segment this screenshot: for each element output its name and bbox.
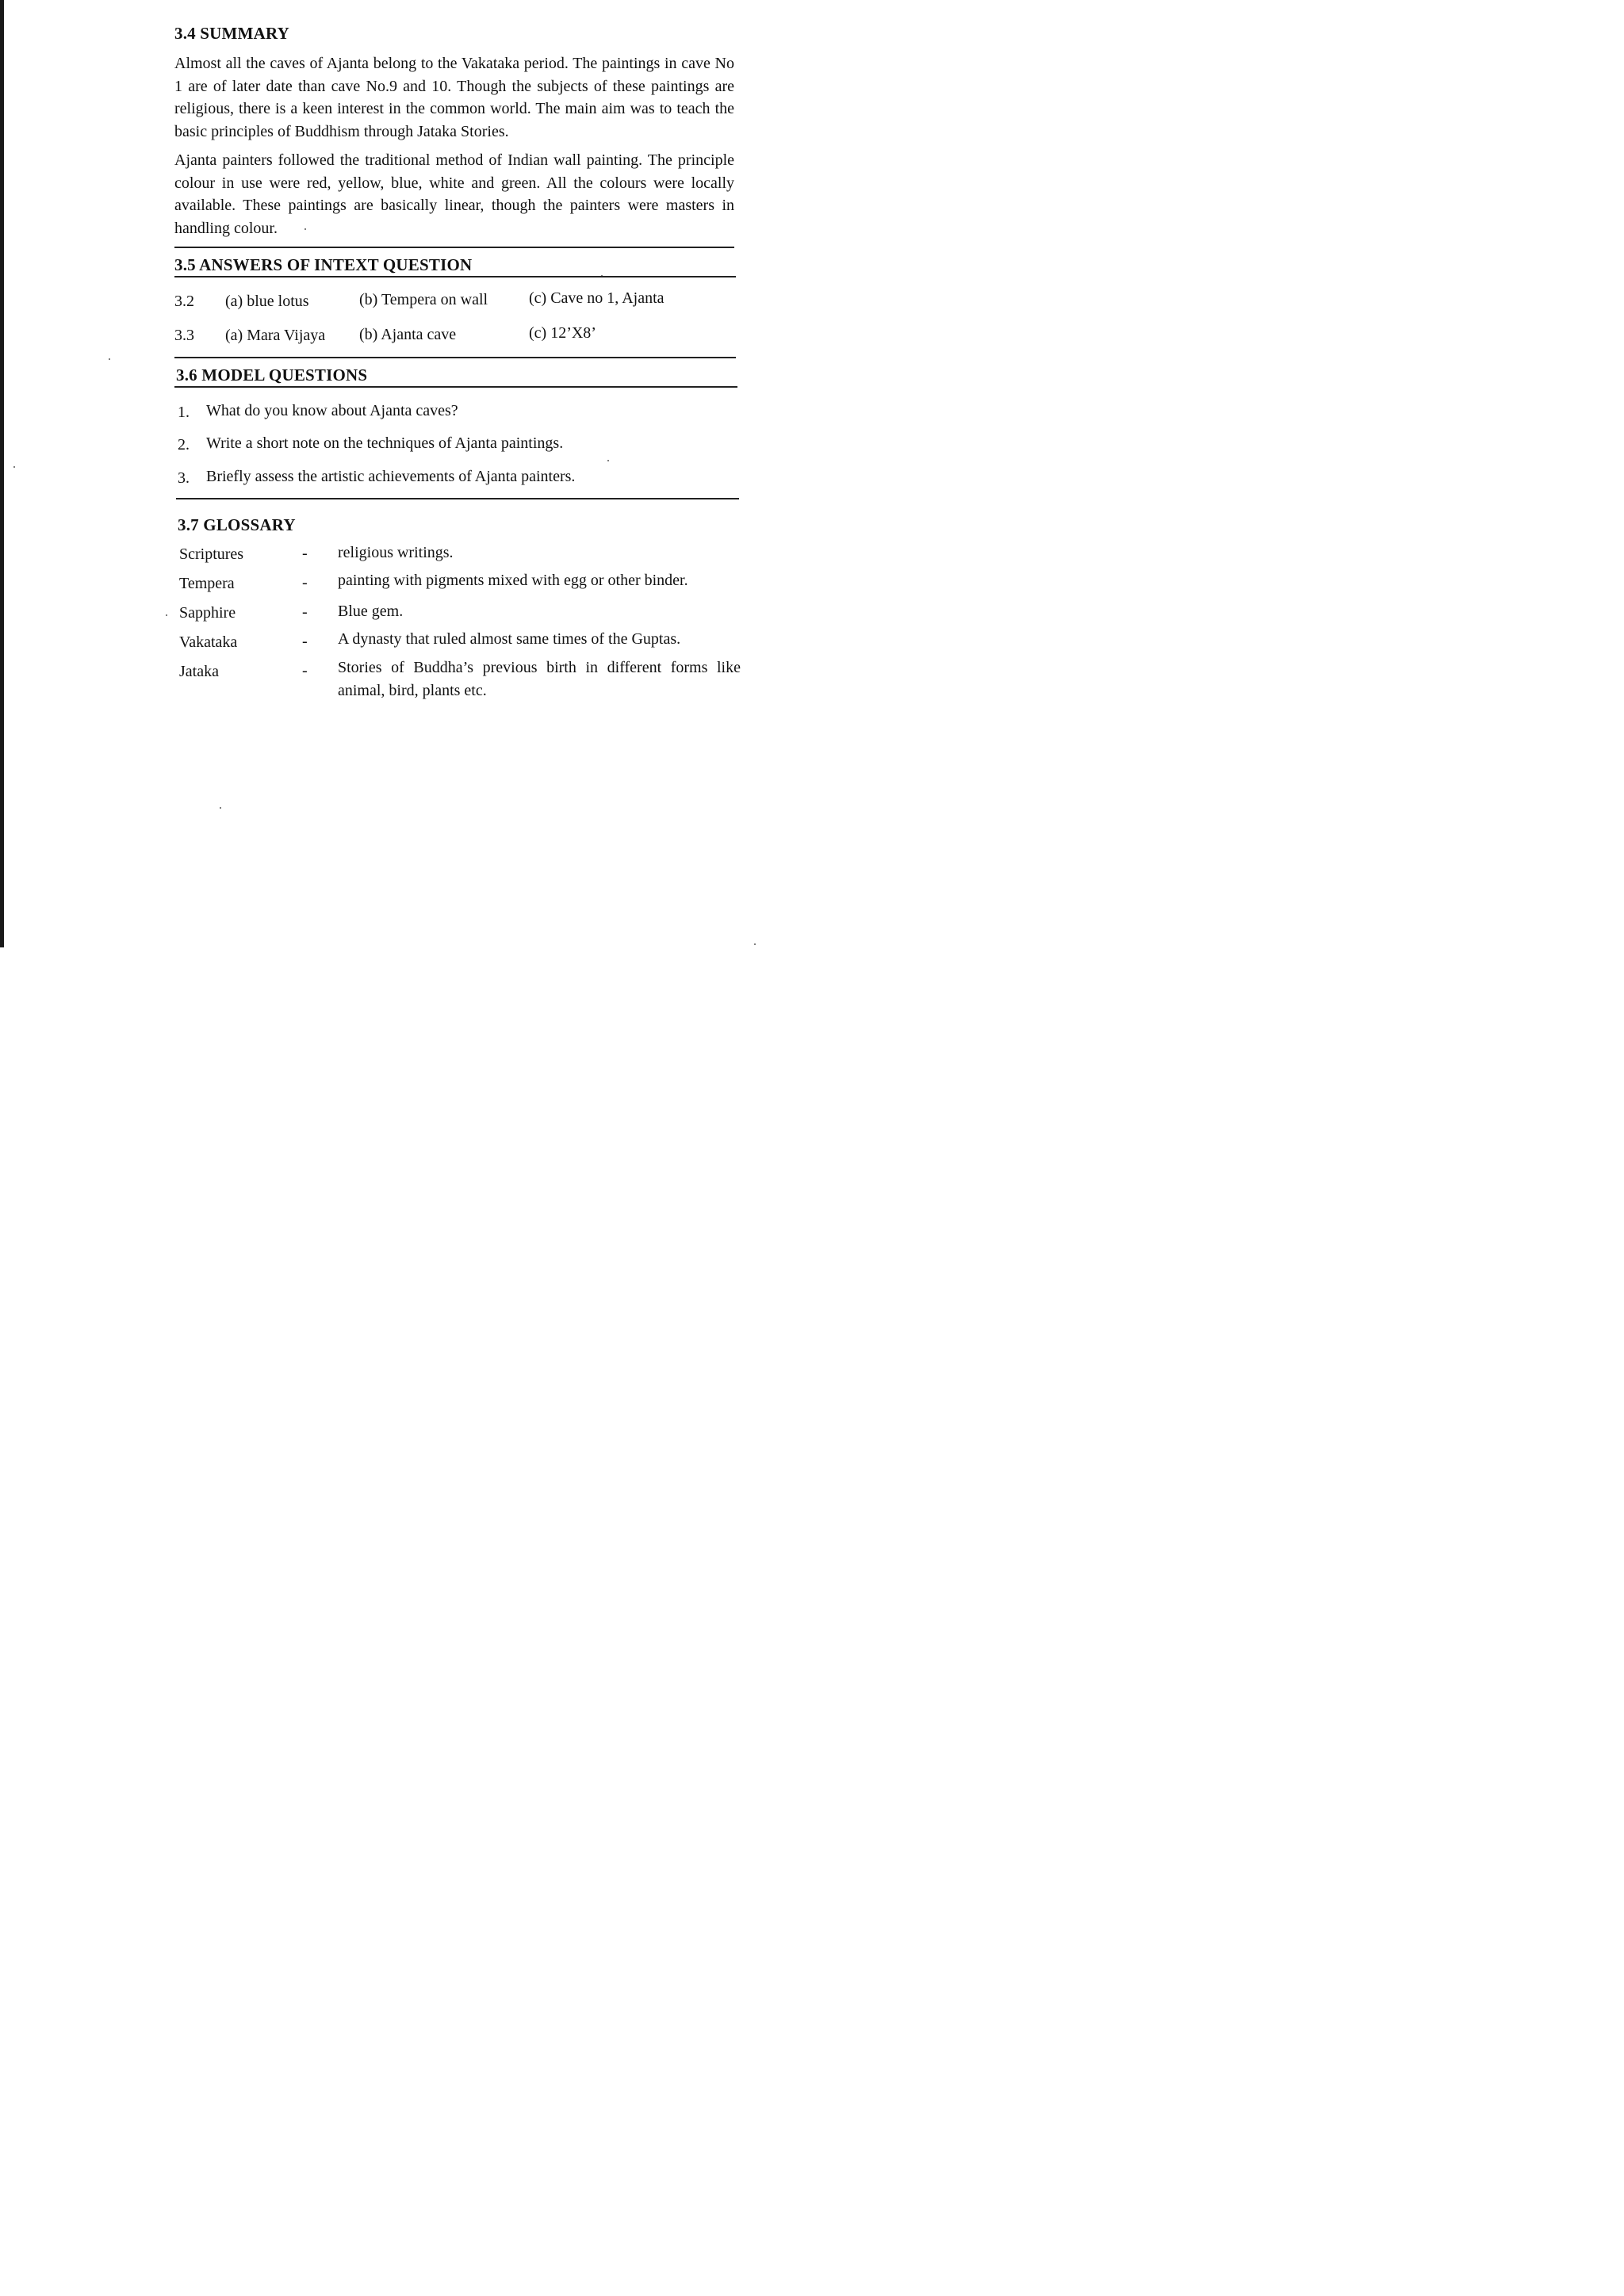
answer-b: (b) Ajanta cave bbox=[359, 326, 457, 343]
answer-a: (a) Mara Vijaya bbox=[225, 327, 326, 344]
question-number: 3. bbox=[178, 469, 190, 487]
model-questions-heading: 3.6 MODEL QUESTIONS bbox=[176, 365, 368, 385]
glossary-definition: Stories of Buddha’s previous birth in different forms like animal, bird, plants etc. bbox=[338, 659, 741, 699]
answer-c: (c) Cave no 1, Ajanta bbox=[529, 289, 665, 307]
glossary-dash: - bbox=[302, 545, 308, 562]
scan-speck bbox=[220, 807, 221, 809]
glossary-definition: painting with pigments mixed with egg or other binder. bbox=[338, 572, 688, 589]
glossary-term: Sapphire bbox=[179, 604, 236, 622]
glossary-definition: A dynasty that ruled almost same times of the Guptas. bbox=[338, 630, 681, 648]
glossary-definition: Blue gem. bbox=[338, 603, 404, 620]
scan-speck bbox=[754, 943, 756, 945]
glossary-definition: religious writings. bbox=[338, 544, 454, 561]
document-page bbox=[0, 0, 872, 1233]
summary-paragraph-2: Ajanta painters followed the traditional method of Indian wall painting. The principle colour in use were red, yellow, blue, white and green. All the colours were locally available. These paintings are basically linear, though the painters were masters in handling colour. bbox=[174, 151, 734, 237]
question-text: Briefly assess the artistic achievements of Ajanta painters. bbox=[206, 468, 576, 485]
glossary-dash: - bbox=[302, 633, 308, 650]
answer-row-number: 3.2 bbox=[174, 293, 194, 310]
question-text: What do you know about Ajanta caves? bbox=[206, 402, 458, 419]
section-rule bbox=[176, 498, 739, 499]
glossary-term: Jataka bbox=[179, 663, 219, 680]
summary-heading: 3.4 SUMMARY bbox=[174, 24, 289, 43]
answer-row-number: 3.3 bbox=[174, 327, 194, 344]
glossary-term: Vakataka bbox=[179, 633, 238, 651]
section-rule bbox=[174, 247, 734, 248]
question-number: 1. bbox=[178, 404, 190, 421]
scan-speck bbox=[109, 358, 110, 360]
scan-edge-bar bbox=[0, 0, 4, 947]
glossary-dash: - bbox=[302, 662, 308, 679]
section-rule bbox=[174, 276, 736, 277]
glossary-dash: - bbox=[302, 603, 308, 621]
section-rule bbox=[174, 386, 737, 388]
glossary-term: Scriptures bbox=[179, 545, 244, 563]
answers-heading: 3.5 ANSWERS OF INTEXT QUESTION bbox=[174, 255, 473, 274]
summary-paragraph-1: Almost all the caves of Ajanta belong to the Vakataka period. The paintings in cave No 1 are of later date than cave No.9 and 10. Though the subjects of these paintings are religious, there is a keen interest in the common world. The main aim was to teach the basic principles of Buddhism through Jataka Stories. bbox=[174, 55, 734, 140]
answer-b: (b) Tempera on wall bbox=[359, 291, 488, 308]
glossary-term: Tempera bbox=[179, 575, 235, 592]
question-text: Write a short note on the techniques of Ajanta paintings. bbox=[206, 434, 564, 452]
glossary-heading: 3.7 GLOSSARY bbox=[178, 515, 296, 534]
question-number: 2. bbox=[178, 436, 190, 453]
answer-c: (c) 12’X8’ bbox=[529, 324, 596, 342]
answer-a: (a) blue lotus bbox=[225, 293, 309, 310]
glossary-dash: - bbox=[302, 574, 308, 591]
scan-speck bbox=[13, 466, 15, 468]
scan-speck bbox=[166, 614, 167, 616]
section-rule bbox=[174, 357, 736, 358]
scan-speck bbox=[607, 460, 609, 461]
